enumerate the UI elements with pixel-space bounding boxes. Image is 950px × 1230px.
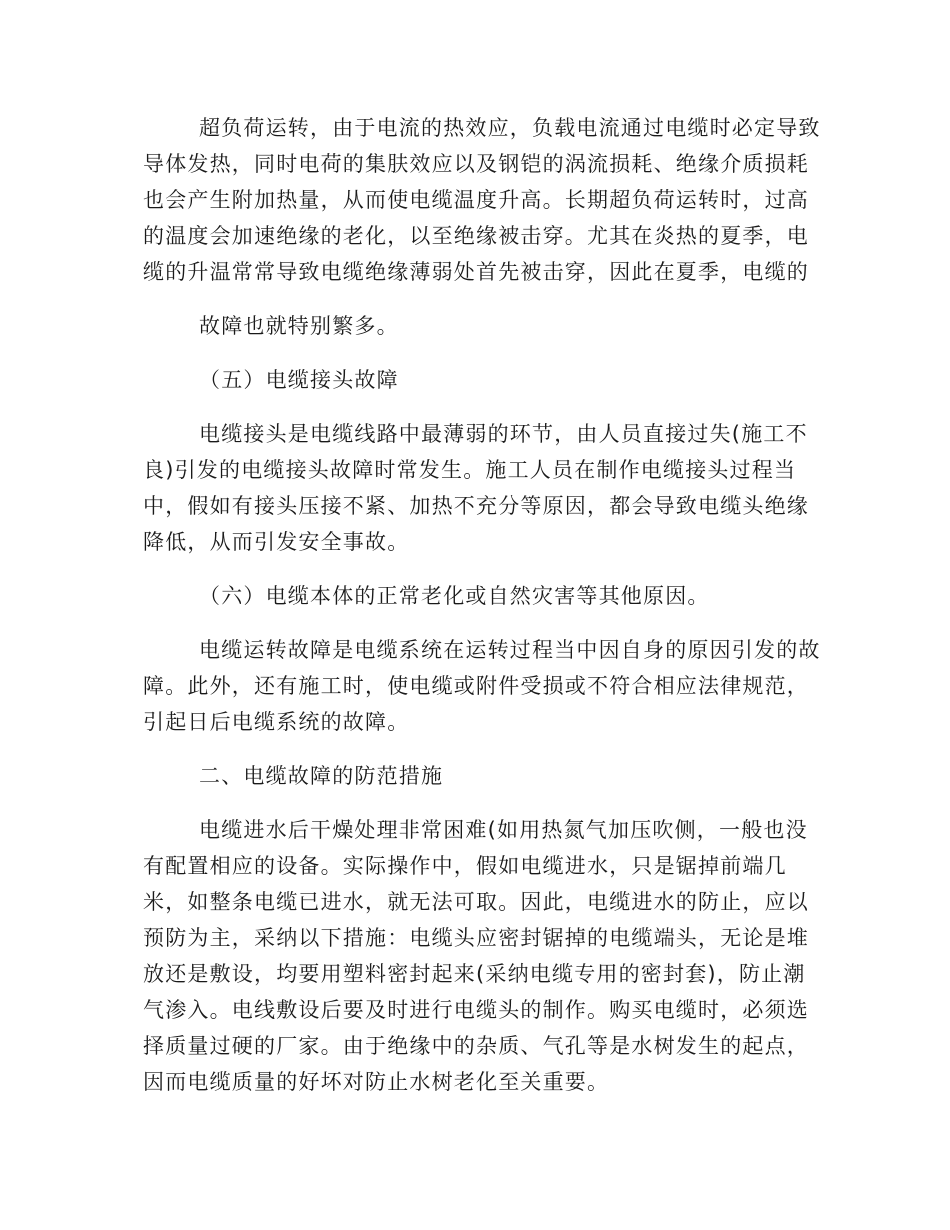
section-heading: （六）电缆本体的正常老化或自然灾害等其他原因。 xyxy=(199,584,710,608)
paragraph-line: 放还是敷设，均要用塑料密封起来(采纳电缆专用的密封套)，防止潮 xyxy=(143,962,806,986)
paragraph-line: 障。此外，还有施工时，使电缆或附件受损或不符合相应法律规范， xyxy=(143,674,809,698)
paragraph-line: 故障也就特别繁多。 xyxy=(199,314,399,338)
paragraph-line: 导体发热，同时电荷的集肤效应以及钢铠的涡流损耗、绝缘介质损耗 xyxy=(143,152,809,176)
paragraph-line: 引起日后电缆系统的故障。 xyxy=(143,710,410,734)
paragraph-line: 也会产生附加热量，从而使电缆温度升高。长期超负荷运转时，过高 xyxy=(143,188,809,212)
section-heading: （五）电缆接头故障 xyxy=(199,368,399,392)
paragraph-line: 因而电缆质量的好坏对防止水树老化至关重要。 xyxy=(143,1070,610,1094)
paragraph-line: 有配置相应的设备。实际操作中，假如电缆进水，只是锯掉前端几 xyxy=(143,854,787,878)
paragraph-line: 预防为主，采纳以下措施：电缆头应密封锯掉的电缆端头，无论是堆 xyxy=(143,926,809,950)
paragraph-line: 电缆接头是电缆线路中最薄弱的环节，由人员直接过失(施工不 xyxy=(199,422,808,446)
paragraph-line: 超负荷运转，由于电流的热效应，负载电流通过电缆时必定导致 xyxy=(199,116,821,140)
section-heading: 二、电缆故障的防范措施 xyxy=(199,764,444,788)
paragraph-line: 中，假如有接头压接不紧、加热不充分等原因，都会导致电缆头绝缘 xyxy=(143,494,809,518)
paragraph-line: 良)引发的电缆接头故障时常发生。施工人员在制作电缆接头过程当 xyxy=(143,458,797,482)
paragraph-line: 的温度会加速绝缘的老化，以至绝缘被击穿。尤其在炎热的夏季，电 xyxy=(143,224,809,248)
paragraph-line: 缆的升温常常导致电缆绝缘薄弱处首先被击穿，因此在夏季，电缆的 xyxy=(143,260,809,284)
paragraph-line: 气渗入。电线敷设后要及时进行电缆头的制作。购买电缆时，必须选 xyxy=(143,998,809,1022)
paragraph-line: 降低，从而引发安全事故。 xyxy=(143,530,410,554)
paragraph-line: 择质量过硬的厂家。由于绝缘中的杂质、气孔等是水树发生的起点， xyxy=(143,1034,809,1058)
paragraph-line: 电缆进水后干燥处理非常困难(如用热氮气加压吹侧，一般也没 xyxy=(199,818,808,842)
paragraph-line: 米，如整条电缆已进水，就无法可取。因此，电缆进水的防止，应以 xyxy=(143,890,809,914)
paragraph-line: 电缆运转故障是电缆系统在运转过程当中因自身的原因引发的故 xyxy=(199,638,821,662)
